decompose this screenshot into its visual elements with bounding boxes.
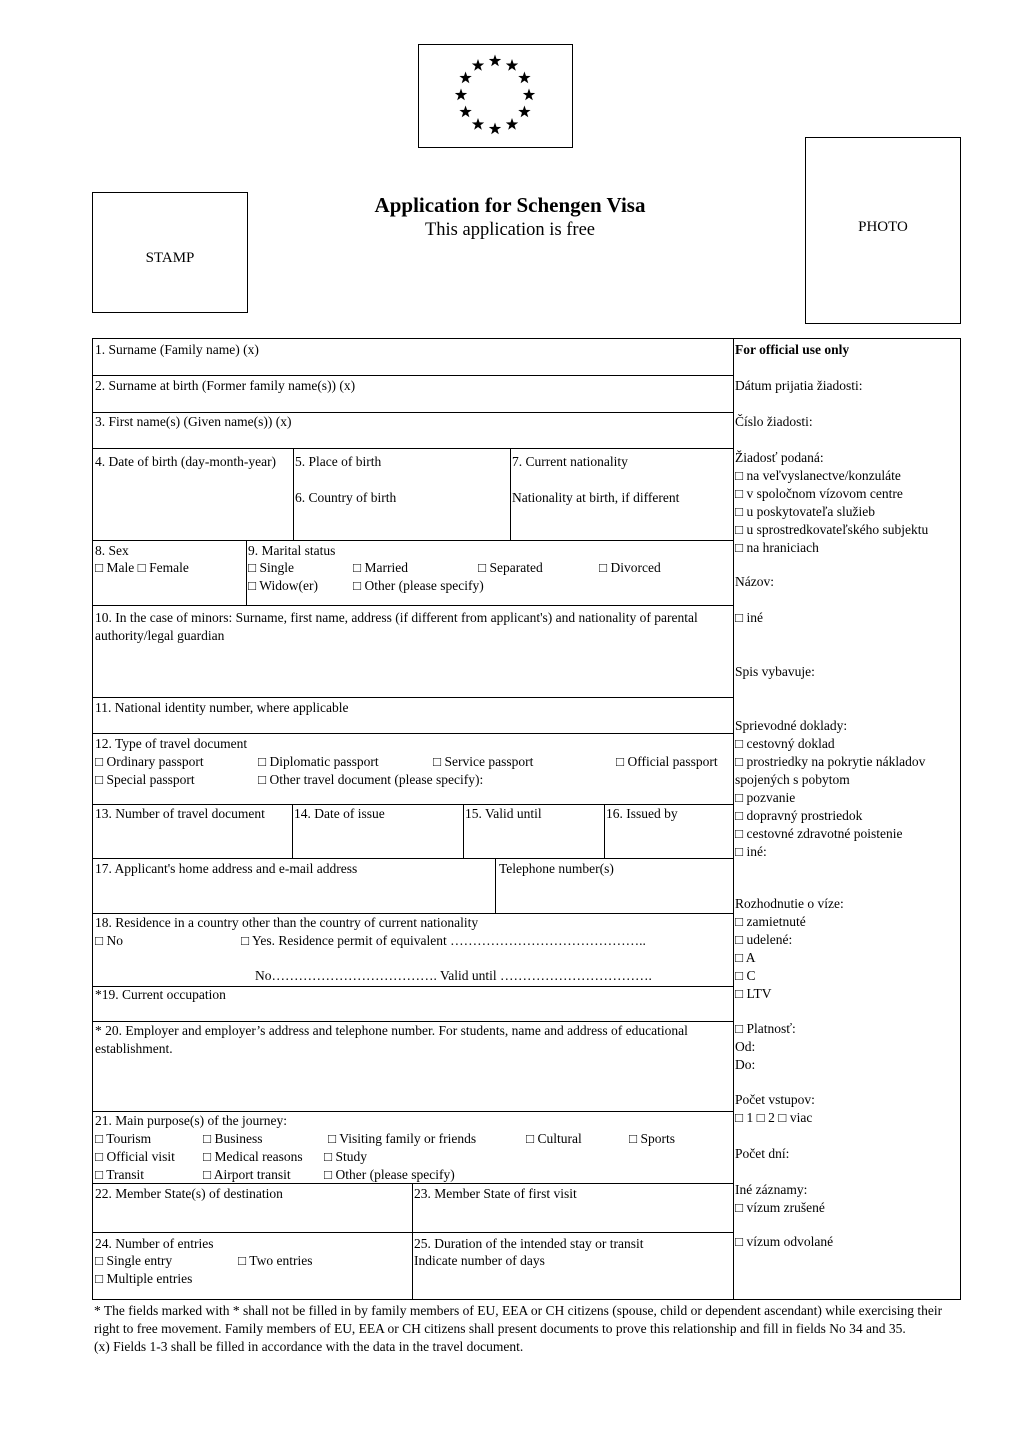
star-icon bbox=[523, 89, 535, 101]
official-use-line[interactable]: □ 1 □ 2 □ viac bbox=[735, 1110, 813, 1125]
entries-single-checkbox[interactable]: □ Single entry bbox=[95, 1253, 173, 1268]
field-17-telephone[interactable]: Telephone number(s) bbox=[499, 861, 614, 876]
doc-special-passport-checkbox[interactable]: □ Special passport bbox=[95, 772, 195, 787]
official-use-line[interactable]: □ u poskytovateľa služieb bbox=[735, 504, 875, 519]
official-use-line: Počet dní: bbox=[735, 1146, 790, 1161]
field-9-marital-status: 9. Marital status bbox=[248, 543, 336, 558]
doc-other-checkbox[interactable]: □ Other travel document (please specify): bbox=[258, 772, 484, 787]
star-icon bbox=[489, 55, 501, 67]
official-use-line[interactable]: □ cestovný doklad bbox=[735, 736, 835, 751]
field-21-purpose: 21. Main purpose(s) of the journey: bbox=[95, 1113, 287, 1128]
marital-separated-checkbox[interactable]: □ Separated bbox=[478, 560, 543, 575]
residence-permit-number[interactable]: No………………………………. Valid until ……………………………. bbox=[255, 968, 652, 983]
purpose-tourism-checkbox[interactable]: □ Tourism bbox=[95, 1131, 152, 1146]
official-use-line: Číslo žiadosti: bbox=[735, 414, 813, 429]
footnote-family-members: * The fields marked with * shall not be filled in by family members of EU, EEA or CH citizens (spouse, child or dependent ascendant) while exercising their right to free movement. Family members of EU, EEA or CH citizens shall present documents to prove this relationship and fill in fields No 34 and 35. bbox=[94, 1303, 943, 1336]
star-icon bbox=[459, 106, 471, 118]
field-20-employer[interactable]: * 20. Employer and employer’s address and telephone number. For students, name and address of educational establishment. bbox=[95, 1023, 688, 1056]
eu-flag-icon bbox=[418, 44, 573, 148]
official-use-line[interactable]: □ A bbox=[735, 950, 756, 965]
official-use-line[interactable]: □ LTV bbox=[735, 986, 772, 1001]
field-7-nationality-at-birth[interactable]: Nationality at birth, if different bbox=[512, 490, 680, 505]
purpose-visiting-checkbox[interactable]: □ Visiting family or friends bbox=[328, 1131, 477, 1146]
page-subtitle: This application is free bbox=[424, 220, 596, 240]
official-use-line[interactable]: □ zamietnuté bbox=[735, 914, 806, 929]
field-16-issued-by[interactable]: 16. Issued by bbox=[606, 806, 678, 821]
official-use-line: Spis vybavuje: bbox=[735, 664, 815, 679]
star-icon bbox=[472, 118, 484, 130]
official-use-line[interactable]: □ dopravný prostriedok bbox=[735, 808, 863, 823]
field-15-valid-until[interactable]: 15. Valid until bbox=[465, 806, 542, 821]
official-use-line: Dátum prijatia žiadosti: bbox=[735, 378, 863, 393]
official-use-line: Názov: bbox=[735, 574, 774, 589]
official-use-line: Iné záznamy: bbox=[735, 1182, 808, 1197]
field-1-surname[interactable]: 1. Surname (Family name) (x) bbox=[95, 342, 259, 357]
star-icon bbox=[459, 72, 471, 84]
official-use-line[interactable]: □ pozvanie bbox=[735, 790, 796, 805]
field-8-sex-options[interactable]: □ Male □ Female bbox=[95, 560, 189, 575]
field-5-place-of-birth[interactable]: 5. Place of birth bbox=[295, 454, 382, 469]
official-use-line: Sprievodné doklady: bbox=[735, 718, 848, 733]
official-use-line[interactable]: □ u sprostredkovateľského subjektu bbox=[735, 522, 929, 537]
field-14-date-of-issue[interactable]: 14. Date of issue bbox=[294, 806, 385, 821]
marital-married-checkbox[interactable]: □ Married bbox=[353, 560, 409, 575]
official-use-line[interactable]: □ cestovné zdravotné poistenie bbox=[735, 826, 903, 841]
marital-other-checkbox[interactable]: □ Other (please specify) bbox=[353, 578, 484, 593]
official-use-heading: For official use only bbox=[735, 342, 850, 357]
official-use-line[interactable]: □ iné: bbox=[735, 844, 767, 859]
star-icon bbox=[518, 72, 530, 84]
official-use-line: Od: bbox=[735, 1039, 756, 1054]
field-19-occupation[interactable]: *19. Current occupation bbox=[95, 987, 226, 1002]
doc-official-passport-checkbox[interactable]: □ Official passport bbox=[616, 754, 718, 769]
marital-widow-checkbox[interactable]: □ Widow(er) bbox=[248, 578, 318, 593]
entries-multiple-checkbox[interactable]: □ Multiple entries bbox=[95, 1271, 193, 1286]
stamp-box bbox=[92, 192, 248, 313]
official-use-line: Rozhodnutie o víze: bbox=[735, 896, 844, 911]
official-use-line[interactable]: □ Platnosť: bbox=[735, 1021, 796, 1036]
official-use-line: Do: bbox=[735, 1057, 756, 1072]
marital-divorced-checkbox[interactable]: □ Divorced bbox=[599, 560, 661, 575]
purpose-medical-checkbox[interactable]: □ Medical reasons bbox=[203, 1149, 303, 1164]
residence-yes-checkbox[interactable]: □ Yes. Residence permit of equivalent …………………………………….. bbox=[241, 933, 646, 948]
residence-no-checkbox[interactable]: □ No bbox=[95, 933, 124, 948]
field-6-country-of-birth[interactable]: 6. Country of birth bbox=[295, 490, 397, 505]
field-24-entries: 24. Number of entries bbox=[95, 1236, 214, 1251]
photo-box bbox=[805, 137, 961, 324]
purpose-other-checkbox[interactable]: □ Other (please specify) bbox=[324, 1167, 455, 1182]
purpose-business-checkbox[interactable]: □ Business bbox=[203, 1131, 263, 1146]
field-10-minors-guardian[interactable]: 10. In the case of minors: Surname, first name, address (if different from applicant's) and nationality of parental authority/legal guardian bbox=[95, 610, 698, 643]
official-use-line[interactable]: □ udelené: bbox=[735, 932, 793, 947]
stamp-label: STAMP bbox=[145, 250, 195, 266]
official-use-line[interactable]: □ v spoločnom vízovom centre bbox=[735, 486, 903, 501]
field-8-sex: 8. Sex bbox=[95, 543, 129, 558]
star-icon bbox=[518, 106, 530, 118]
star-icon bbox=[506, 59, 518, 71]
field-18-residence: 18. Residence in a country other than the country of current nationality bbox=[95, 915, 479, 930]
page-title: Application for Schengen Visa bbox=[374, 193, 646, 217]
field-4-date-of-birth[interactable]: 4. Date of birth (day-month-year) bbox=[95, 454, 277, 469]
official-use-line[interactable]: □ na veľvyslanectve/konzuláte bbox=[735, 468, 901, 483]
field-12-travel-document-type: 12. Type of travel document bbox=[95, 736, 248, 751]
official-use-line[interactable]: □ iné bbox=[735, 610, 764, 625]
marital-single-checkbox[interactable]: □ Single bbox=[248, 560, 295, 575]
official-use-line: Počet vstupov: bbox=[735, 1092, 815, 1107]
star-icon bbox=[472, 59, 484, 71]
field-2-surname-at-birth[interactable]: 2. Surname at birth (Former family name(s)) (x) bbox=[95, 378, 356, 393]
footnotes bbox=[94, 1302, 944, 1356]
star-icon bbox=[489, 123, 501, 135]
field-25-duration[interactable]: 25. Duration of the intended stay or transit bbox=[414, 1236, 644, 1251]
official-use-line[interactable]: □ vízum zrušené bbox=[735, 1200, 825, 1215]
field-13-document-number[interactable]: 13. Number of travel document bbox=[95, 806, 265, 821]
purpose-airport-checkbox[interactable]: □ Airport transit bbox=[203, 1167, 291, 1182]
purpose-study-checkbox[interactable]: □ Study bbox=[324, 1149, 368, 1164]
field-7-current-nationality[interactable]: 7. Current nationality bbox=[512, 454, 628, 469]
field-23-first-visit[interactable]: 23. Member State of first visit bbox=[414, 1186, 577, 1201]
purpose-official-checkbox[interactable]: □ Official visit bbox=[95, 1149, 175, 1164]
official-use-line[interactable]: □ vízum odvolané bbox=[735, 1234, 834, 1249]
field-25-days-note: Indicate number of days bbox=[414, 1253, 545, 1268]
entries-two-checkbox[interactable]: □ Two entries bbox=[238, 1253, 313, 1268]
purpose-sports-checkbox[interactable]: □ Sports bbox=[629, 1131, 676, 1146]
official-use-line[interactable]: □ na hraniciach bbox=[735, 540, 819, 555]
star-icon bbox=[506, 118, 518, 130]
official-use-line: Žiadosť podaná: bbox=[735, 450, 824, 465]
doc-diplomatic-passport-checkbox[interactable]: □ Diplomatic passport bbox=[258, 754, 379, 769]
star-icon bbox=[455, 89, 467, 101]
photo-label: PHOTO bbox=[858, 219, 908, 235]
doc-service-passport-checkbox[interactable]: □ Service passport bbox=[433, 754, 534, 769]
purpose-cultural-checkbox[interactable]: □ Cultural bbox=[526, 1131, 582, 1146]
official-use-line[interactable]: □ C bbox=[735, 968, 756, 983]
field-11-national-id[interactable]: 11. National identity number, where applicable bbox=[95, 700, 349, 715]
official-use-line[interactable]: □ prostriedky na pokrytie nákladov bbox=[735, 754, 926, 769]
doc-ordinary-passport-checkbox[interactable]: □ Ordinary passport bbox=[95, 754, 204, 769]
field-17-home-address[interactable]: 17. Applicant's home address and e-mail address bbox=[95, 861, 358, 876]
purpose-transit-checkbox[interactable]: □ Transit bbox=[95, 1167, 145, 1182]
field-22-destination[interactable]: 22. Member State(s) of destination bbox=[95, 1186, 283, 1201]
footnote-fields-1-3: (x) Fields 1-3 shall be filled in accordance with the data in the travel document. bbox=[94, 1339, 524, 1354]
star-circle-icon bbox=[419, 45, 571, 146]
field-3-first-name[interactable]: 3. First name(s) (Given name(s)) (x) bbox=[95, 414, 292, 429]
official-use-line: spojených s pobytom bbox=[735, 772, 850, 787]
application-form bbox=[92, 338, 961, 1300]
